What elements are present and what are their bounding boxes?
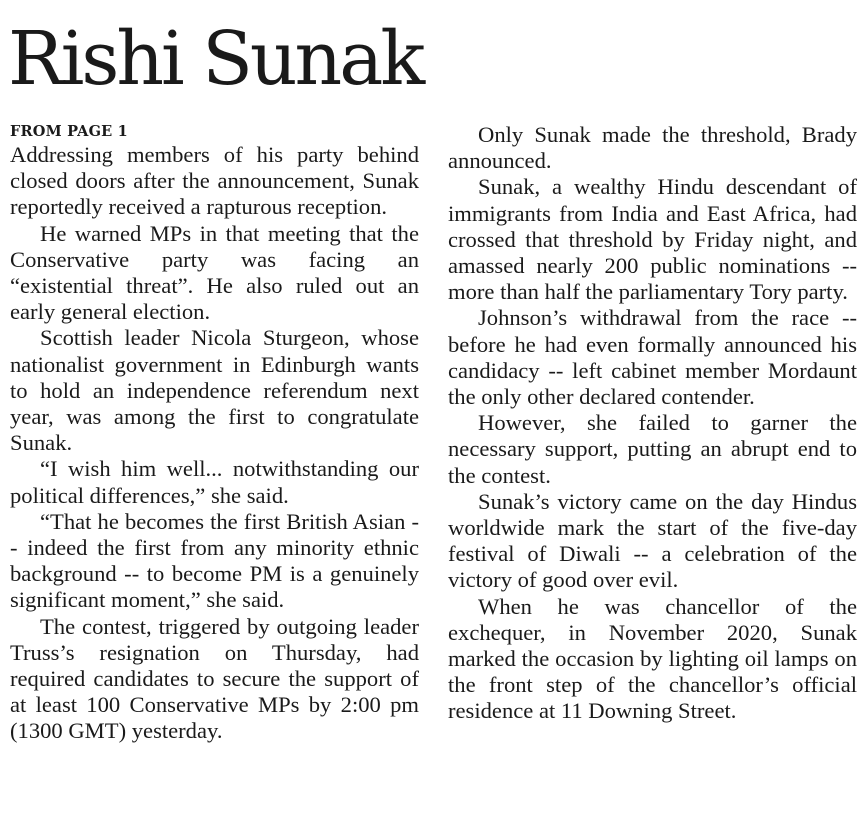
paragraph: Johnson’s withdrawal from the race -- before he had even formally announced his candidacy -- left cabinet member Mordaunt the only other declared contender.	[448, 305, 857, 410]
article-column-left	[10, 122, 419, 745]
paragraph: He warned MPs in that meeting that the Conservative party was facing an “existential threat”. He also ruled out an early general election.	[10, 220, 419, 325]
article-column-right	[448, 122, 857, 725]
paragraph: Sunak’s victory came on the day Hindus worldwide mark the start of the five-day festival of Diwali -- a celebration of the victory of good over evil.	[448, 488, 857, 593]
paragraph: However, she failed to garner the necessary support, putting an abrupt end to the contest.	[448, 410, 857, 488]
paragraph: Scottish leader Nicola Sturgeon, whose nationalist government in Edinburgh wants to hold an independence referendum next year, was among the first to congratulate Sunak.	[10, 325, 419, 456]
paragraph: “That he becomes the first British Asian -- indeed the first from any minority ethnic background -- to become PM is a genuinely significant moment,” she said.	[10, 508, 419, 613]
paragraph: Only Sunak made the threshold, Brady announced.	[448, 122, 857, 174]
paragraph: Sunak, a wealthy Hindu descendant of immigrants from India and East Africa, had crossed that threshold by Friday night, and amassed nearly 200 public nominations -- more than half the parliamentary Tory party.	[448, 174, 857, 305]
kicker-from-page-1: FROM PAGE 1	[10, 123, 128, 140]
headline: Rishi Sunak	[8, 16, 423, 102]
paragraph: Addressing members of his party behind closed doors after the announcement, Sunak reportedly received a rapturous reception.	[10, 142, 419, 220]
paragraph: When he was chancellor of the exchequer, in November 2020, Sunak marked the occasion by lighting oil lamps on the front step of the chancellor’s official residence at 11 Downing Street.	[448, 593, 857, 724]
paragraph: The contest, triggered by outgoing leader Truss’s resignation on Thursday, had required candidates to secure the support of at least 100 Conservative MPs by 2:00 pm (1300 GMT) yesterday.	[10, 613, 419, 744]
paragraph: “I wish him well... notwithstanding our political differences,” she said.	[10, 456, 419, 508]
